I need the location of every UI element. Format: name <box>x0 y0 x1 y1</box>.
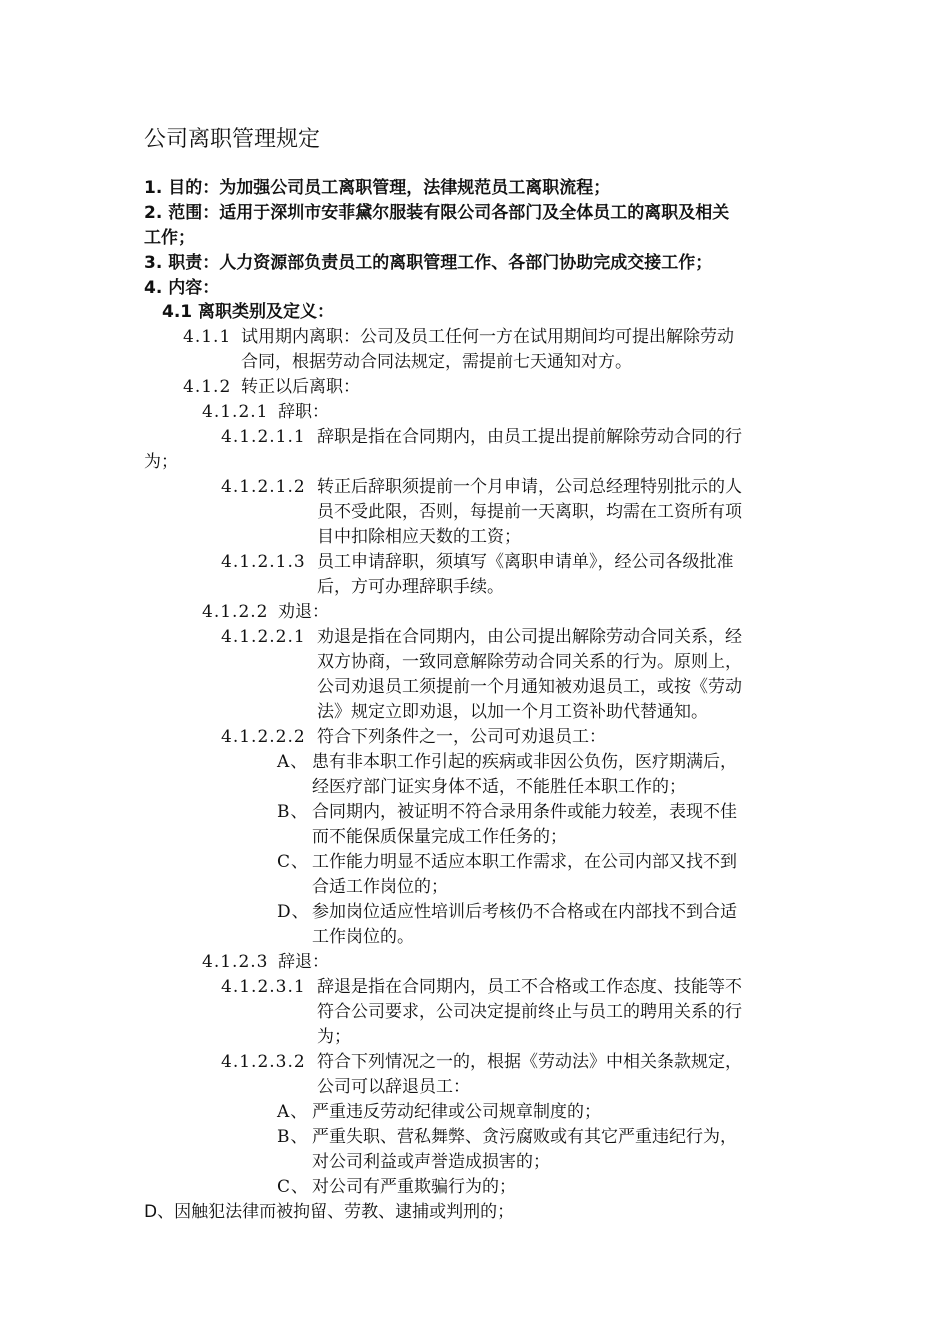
clause-text: 转正后辞职须提前一个月申请，公司总经理特别批示的人 <box>317 477 742 497</box>
list-item-text: 对公司有严重欺骗行为的； <box>312 1177 516 1197</box>
clause-text: 公司可以辞退员工： <box>317 1077 470 1097</box>
section-2-scope-cont: 工作； <box>144 228 195 248</box>
clause-number: 4.1.2.1 <box>202 402 269 422</box>
list-item-text: 对公司利益或声誉造成损害的； <box>312 1152 550 1172</box>
list-marker: C、 <box>277 1177 310 1197</box>
list-marker: B、 <box>277 802 309 822</box>
clause-text: 为； <box>144 452 178 472</box>
section-1-purpose: 1. 目的：为加强公司员工离职管理，法律规范员工离职流程； <box>144 178 611 198</box>
list-item-text: D、因触犯法律而被拘留、劳教、逮捕或判刑的； <box>144 1202 515 1222</box>
clause-text: 劝退： <box>278 602 329 622</box>
list-item-text: 患有非本职工作引起的疾病或非因公负伤，医疗期满后， <box>312 752 737 772</box>
list-item-text: 经医疗部门证实身体不适，不能胜任本职工作的； <box>312 777 686 797</box>
clause-text: 辞退是指在合同期内，员工不合格或工作态度、技能等不 <box>317 977 742 997</box>
clause-text: 劝退是指在合同期内，由公司提出解除劳动合同关系，经 <box>317 627 742 647</box>
clause-text: 为； <box>317 1027 351 1047</box>
clause-text: 公司劝退员工须提前一个月通知被劝退员工，或按《劳动 <box>317 677 742 697</box>
list-item-text: 参加岗位适应性培训后考核仍不合格或在内部找不到合适 <box>312 902 737 922</box>
clause-text: 目中扣除相应天数的工资； <box>317 527 521 547</box>
clause-number: 4.1.2 <box>183 377 232 397</box>
clause-number: 4.1.2.1.3 <box>221 552 306 572</box>
list-marker: A、 <box>277 752 309 772</box>
clause-number: 4.1.2.3 <box>202 952 269 972</box>
clause-number: 4.1.2.1.1 <box>221 427 306 447</box>
clause-number: 4.1.1 <box>183 327 232 347</box>
clause-number: 4.1.2.2.2 <box>221 727 306 747</box>
list-marker: C、 <box>277 852 310 872</box>
list-marker: B、 <box>277 1127 309 1147</box>
clause-text: 法》规定立即劝退，以加一个月工资补助代替通知。 <box>317 702 708 722</box>
list-item-text: 而不能保质保量完成工作任务的； <box>312 827 567 847</box>
clause-number: 4.1.2.1.2 <box>221 477 306 497</box>
list-item-text: 合同期内，被证明不符合录用条件或能力较差，表现不佳 <box>312 802 737 822</box>
clause-text: 合同，根据劳动合同法规定，需提前七天通知对方。 <box>241 352 632 372</box>
list-marker: D、 <box>277 902 310 922</box>
list-item-text: 合适工作岗位的； <box>312 877 448 897</box>
clause-number: 4.1.2.2.1 <box>221 627 306 647</box>
clause-text: 转正以后离职： <box>241 377 360 397</box>
list-marker: A、 <box>277 1102 309 1122</box>
document-title: 公司离职管理规定 <box>144 127 321 152</box>
list-item-text: 工作能力明显不适应本职工作需求，在公司内部又找不到 <box>312 852 737 872</box>
clause-text: 辞职： <box>278 402 329 422</box>
clause-text: 员工申请辞职，须填写《离职申请单》，经公司各级批准 <box>317 552 734 572</box>
clause-text: 辞退： <box>278 952 329 972</box>
section-3-responsibility: 3. 职责：人力资源部负责员工的离职管理工作、各部门协助完成交接工作； <box>144 253 713 273</box>
list-item-text: 工作岗位的。 <box>312 927 414 947</box>
clause-text: 符合下列情况之一的，根据《劳动法》中相关条款规定， <box>317 1052 742 1072</box>
list-item-text: 严重违反劳动纪律或公司规章制度的； <box>312 1102 601 1122</box>
clause-text: 双方协商，一致同意解除劳动合同关系的行为。原则上， <box>317 652 742 672</box>
clause-number: 4.1.2.3.2 <box>221 1052 306 1072</box>
clause-text: 员不受此限，否则，每提前一天离职，均需在工资所有项 <box>317 502 742 522</box>
clause-text: 后，方可办理辞职手续。 <box>317 577 504 597</box>
section-2-scope: 2. 范围：适用于深圳市安菲黛尔服装有限公司各部门及全体员工的离职及相关 <box>144 203 730 223</box>
clause-number: 4.1.2.3.1 <box>221 977 306 997</box>
section-4-1-heading: 4.1 离职类别及定义： <box>162 302 335 322</box>
clause-text: 符合公司要求，公司决定提前终止与员工的聘用关系的行 <box>317 1002 742 1022</box>
clause-text: 辞职是指在合同期内，由员工提出提前解除劳动合同的行 <box>317 427 742 447</box>
section-4-content: 4. 内容： <box>144 278 220 298</box>
clause-text: 试用期内离职：公司及员工任何一方在试用期间均可提出解除劳动 <box>241 327 734 347</box>
list-item-text: 严重失职、营私舞弊、贪污腐败或有其它严重违纪行为， <box>312 1127 737 1147</box>
clause-text: 符合下列条件之一，公司可劝退员工： <box>317 727 606 747</box>
clause-number: 4.1.2.2 <box>202 602 269 622</box>
